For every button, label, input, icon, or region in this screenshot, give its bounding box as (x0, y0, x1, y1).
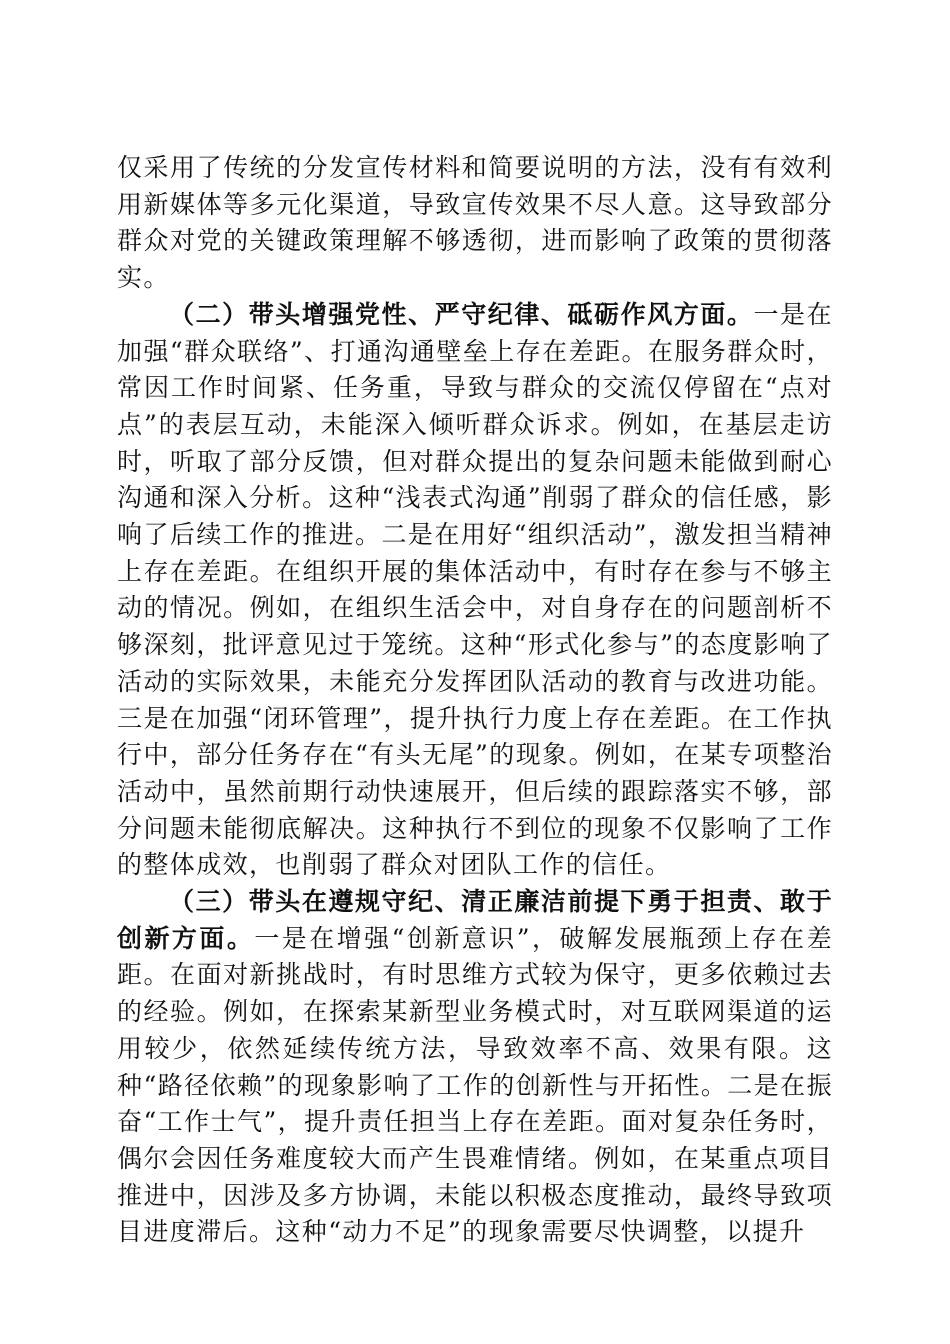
paragraph-text: 一是在加强“群众联络”、打通沟通壁垒上存在差距。在服务群众时，常因工作时间紧、任务重，导致与群众的交流仅停留在“点对点”的表层互动，未能深入倾听群众诉求。例如，在基层走访时，听取了部分反馈，但对群众提出的复杂问题未能做到耐心沟通和深入分析。这种“浅表式沟通”削弱了群众的信任感，影响了后续工作的推进。二是在用好“组织活动”，激发担当精神上存在差距。在组织开展的集体活动中，有时存在参与不够主动的情况。例如，在组织生活会中，对自身存在的问题剖析不够深刻，批评意见过于笼统。这种“形式化参与”的态度影响了活动的实际效果，未能充分发挥团队活动的教育与改进功能。三是在加强“闭环管理”，提升执行力度上存在差距。在工作执行中，部分任务存在“有头无尾”的现象。例如，在某专项整治活动中，虽然前期行动快速展开，但后续的跟踪落实不够，部分问题未能彻底解决。这种执行不到位的现象不仅影响了工作的整体成效，也削弱了群众对团队工作的信任。 (117, 299, 834, 880)
paragraph-continuation (117, 150, 833, 297)
paragraph-text: 一是在增强“创新意识”，破解发展瓶颈上存在差距。在面对新挑战时，有时思维方式较为保守，更多依赖过去的经验。例如，在探索某新型业务模式时，对互联网渠道的运用较少，依然延续传统方法，导致效率不高、效果有限。这种“路径依赖”的现象影响了工作的创新性与开拓性。二是在振奋“工作士气”，提升责任担当上存在差距。面对复杂任务时，偶尔会因任务难度较大而产生畏难情绪。例如，在某重点项目推进中，因涉及多方协调，未能以积极态度推动，最终导致项目进度滞后。这种“动力不足”的现象需要尽快调整，以提升 (117, 923, 833, 1247)
paragraph-text: 仅采用了传统的分发宣传材料和简要说明的方法，没有有效利用新媒体等多元化渠道，导致宣传效果不尽人意。这导致部分群众对党的关键政策理解不够透彻，进而影响了政策的贯彻落实。 (117, 153, 833, 293)
paragraph-section-3 (117, 884, 833, 1251)
section-heading: （二）带头增强党性、严守纪律、砥砺作风方面。 (169, 299, 754, 329)
section-heading: （三）带头在遵规守纪、清正廉洁前提下勇于担责、敢于创新方面。 (117, 887, 833, 953)
paragraph-section-2 (117, 297, 833, 884)
document-body (117, 150, 833, 1251)
